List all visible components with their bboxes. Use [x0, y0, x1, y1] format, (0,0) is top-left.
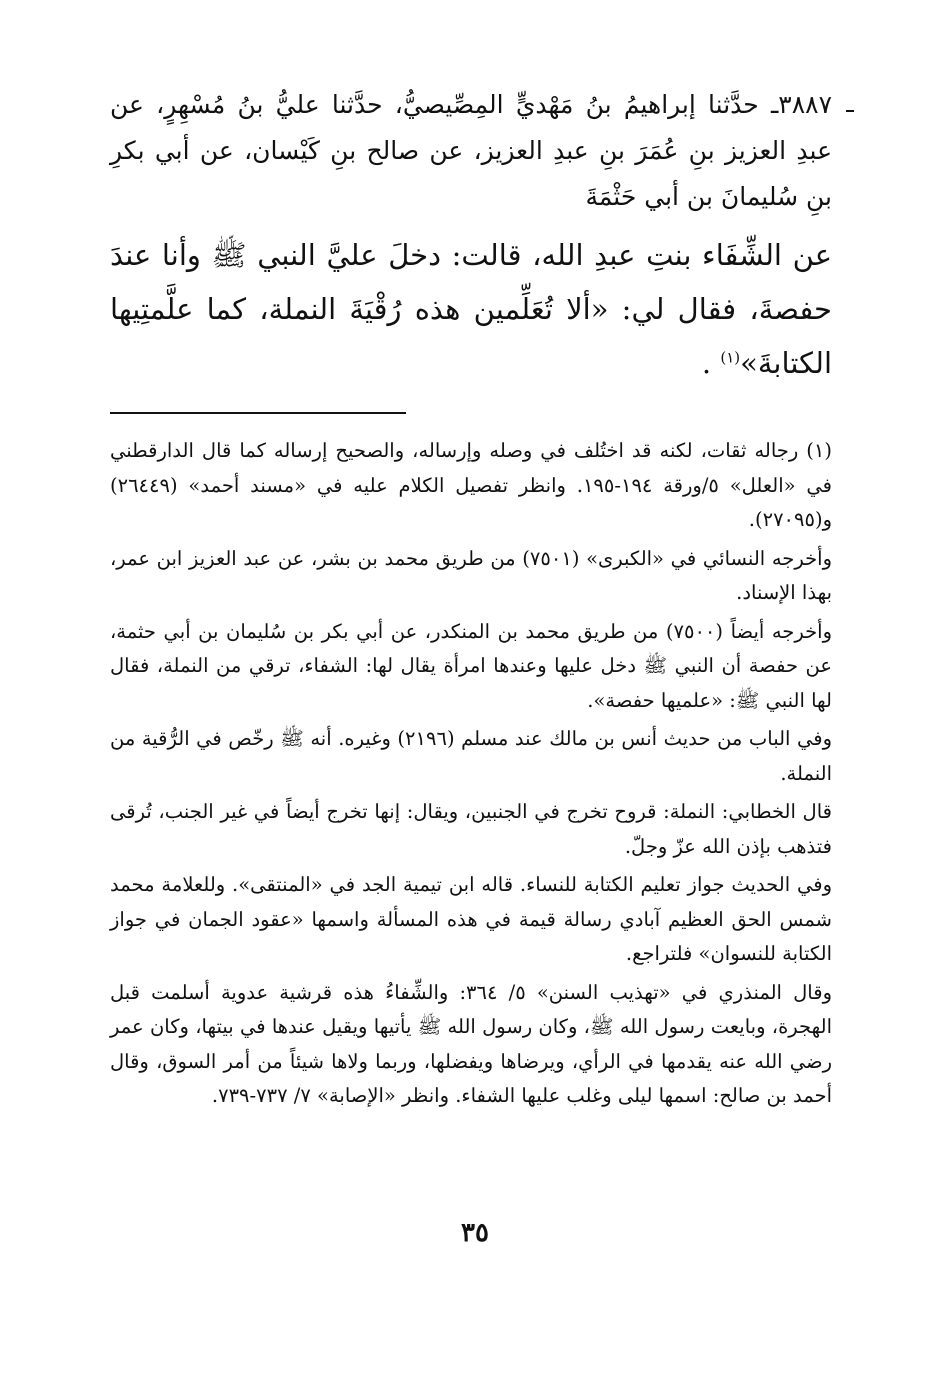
footnote-paragraph: (١) رجاله ثقات، لكنه قد اختُلف في وصله وإرساله، والصحيح إرساله كما قال الدارقطني في «العلل» ٥/ورقة ١٩٤-١٩٥. وانظر تفصيل الكلام عليه في «مسند أحمد» (٢٦٤٤٩) و(٢٧٠٩٥). [110, 439, 832, 531]
footnote-separator [110, 412, 406, 414]
hadith-end-mark: . [701, 346, 712, 380]
footnote-paragraph: قال الخطابي: النملة: قروح تخرج في الجنبين، ويقال: إنها تخرج أيضاً في غير الجنب، تُرقى فتذهب بإذن الله عزّ وجلّ. [110, 800, 832, 858]
page-number: ٣٥ [461, 1218, 489, 1248]
footnote-paragraph: وأخرجه أيضاً (٧٥٠٠) من طريق محمد بن المنكدر، عن أبي بكر بن سُليمان بن أبي حثمة، عن حفصة أن النبي ﷺ دخل عليها وعندها امرأة يقال لها: الشفاء، ترقي من النملة، فقال لها النبي ﷺ: «علميها حفصة». [110, 619, 832, 712]
page-body [110, 82, 832, 1118]
hadith-isnad: ٣٨٨٧ـ حدَّثنا إبراهيمُ بنُ مَهْديٍّ المِصِّيصيُّ، حدَّثنا عليُّ بنُ مُسْهِرٍ، عن عبدِ العزيز بنِ عُمَرَ بنِ عبدِ العزيز، عن صالح بنِ كَيْسان، عن أبي بكرِ بنِ سُليمانَ بن أبي حَثْمَةَ [110, 90, 832, 211]
footnotes [110, 434, 832, 1114]
footnote-paragraph: وقال المنذري في «تهذيب السنن» ٥/ ٣٦٤: والشِّفاءُ هذه قرشية عدوية أسلمت قبل الهجرة، وبايعت رسول الله ﷺ، وكان رسول الله ﷺ يأتيها ويقيل عندها في بيتها، وكان عمر رضي الله عنه يقدمها في الرأي، ويرضاها ويفضلها، وربما ولاها شيئاً من أمر السوق، وقال أحمد بن صالح: اسمها ليلى وغلب عليها الشفاء. وانظر «الإصابة» ٧/ ٧٣٧-٧٣٩. [110, 980, 832, 1107]
hadith-matn [110, 228, 832, 390]
hadith-matn-text: عن الشِّفَاء بنتِ عبدِ الله، قالت: دخلَ عليَّ النبي ﷺ وأنا عندَ حفصةَ، فقال لي: «ألا تُعَلِّمين هذه رُقْيَةَ النملة، كما علَّمتِيها الكتابةَ» [110, 238, 832, 380]
footnote-reference[interactable]: (١) [720, 348, 741, 367]
margin-mark [846, 110, 854, 112]
footnote-paragraph: وفي الحديث جواز تعليم الكتابة للنساء. قاله ابن تيمية الجد في «المنتقى». وللعلامة محمد شمس الحق العظيم آبادي رسالة قيمة في هذه المسألة واسمها «عقود الجمان في جواز الكتابة للنسوان» فلتراجع. [110, 873, 832, 965]
footnote-paragraph: وفي الباب من حديث أنس بن مالك عند مسلم (٢١٩٦) وغيره. أنه ﷺ رخّص في الرُّقية من النملة. [110, 727, 832, 785]
footnote-paragraph: وأخرجه النسائي في «الكبرى» (٧٥٠١) من طريق محمد بن بشر، عن عبد العزيز ابن عمر، بهذا الإسناد. [110, 546, 833, 604]
